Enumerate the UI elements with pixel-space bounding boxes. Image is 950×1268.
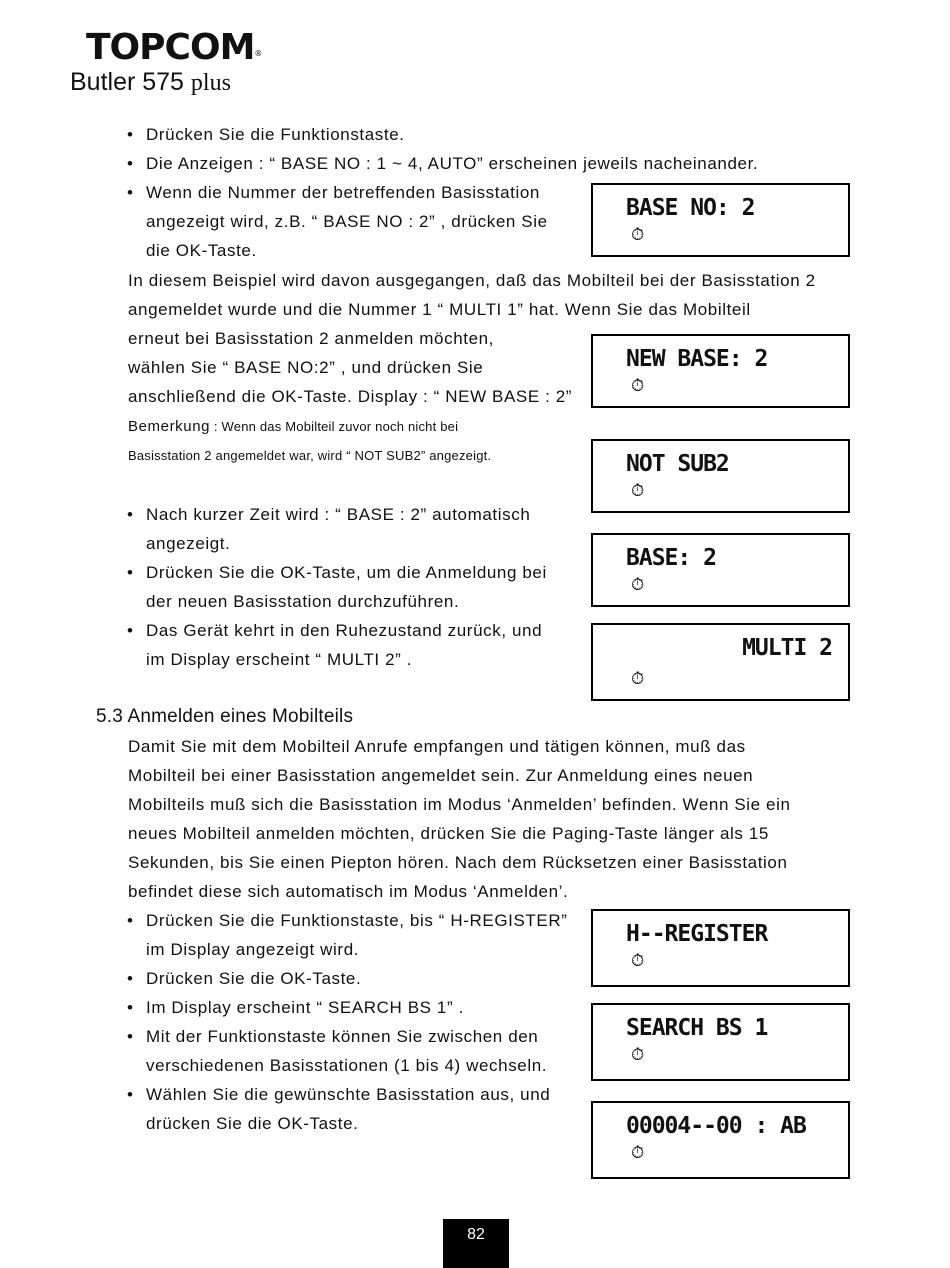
lcd-text: SEARCH BS 1	[626, 1015, 768, 1041]
lcd-text: BASE: 2	[626, 545, 716, 571]
paragraph-line: neues Mobilteil anmelden möchten, drücken Sie die Paging-Taste länger als 15	[128, 824, 769, 843]
section-heading: 5.3 Anmelden eines Mobilteils	[96, 706, 354, 727]
list-item: • Nach kurzer Zeit wird : “ BASE : 2” automatisch	[127, 505, 531, 524]
paragraph-line: anschließend die OK-Taste. Display : “ NEW BASE : 2”	[128, 387, 573, 406]
lcd-display	[591, 183, 850, 257]
paragraph-line: wählen Sie “ BASE NO:2” , und drücken Sie	[128, 358, 484, 377]
handset-timer-icon: ⏱	[631, 951, 645, 971]
lcd-text: NEW BASE: 2	[626, 346, 768, 372]
list-item-cont: im Display angezeigt wird.	[146, 940, 360, 959]
list-item-cont: verschiedenen Basisstationen (1 bis 4) wechseln.	[146, 1056, 548, 1075]
handset-timer-icon: ⏱	[631, 1045, 645, 1065]
paragraph-line: In diesem Beispiel wird davon ausgegangen, daß das Mobilteil bei der Basisstation 2	[128, 271, 816, 290]
lcd-text: BASE NO: 2	[626, 195, 755, 221]
list-item: • Drücken Sie die Funktionstaste.	[127, 125, 405, 144]
lcd-display	[591, 1003, 850, 1081]
brand-logo: TOPCOM®	[86, 27, 262, 68]
paragraph-line: angemeldet wurde und die Nummer 1 “ MULTI 1” hat. Wenn Sie das Mobilteil	[128, 300, 751, 319]
list-item: • Die Anzeigen : “ BASE NO : 1 ~ 4, AUTO” erscheinen jeweils nacheinander.	[127, 154, 759, 173]
lcd-display	[591, 334, 850, 408]
list-item-cont: drücken Sie die OK-Taste.	[146, 1114, 359, 1133]
list-item: • Wählen Sie die gewünschte Basisstation aus, und	[127, 1085, 551, 1104]
list-item: • Wenn die Nummer der betreffenden Basisstation	[127, 183, 540, 202]
lcd-display	[591, 909, 850, 987]
model-name: Butler 575 plus	[70, 68, 231, 96]
list-item-cont: angezeigt.	[146, 534, 231, 553]
paragraph-line: Mobilteil bei einer Basisstation angemeldet sein. Zur Anmeldung eines neuen	[128, 766, 754, 785]
list-item: • Das Gerät kehrt in den Ruhezustand zurück, und	[127, 621, 543, 640]
paragraph-line: Sekunden, bis Sie einen Piepton hören. Nach dem Rücksetzen einer Basisstation	[128, 853, 788, 872]
remark-line: Basisstation 2 angemeldet war, wird “ NOT SUB2” angezeigt.	[128, 448, 492, 463]
lcd-text: NOT SUB2	[626, 451, 729, 477]
list-item: • Drücken Sie die Funktionstaste, bis “ H-REGISTER”	[127, 911, 568, 930]
handset-timer-icon: ⏱	[631, 1143, 645, 1163]
list-item-cont: die OK-Taste.	[146, 241, 257, 260]
paragraph-line: Mobilteils muß sich die Basisstation im Modus ‘Anmelden’ befinden. Wenn Sie ein	[128, 795, 791, 814]
lcd-display	[591, 623, 850, 701]
paragraph-line: befindet diese sich automatisch im Modus ‘Anmelden’.	[128, 882, 569, 901]
handset-timer-icon: ⏱	[631, 225, 645, 245]
list-item-cont: der neuen Basisstation durchzuführen.	[146, 592, 460, 611]
handset-timer-icon: ⏱	[631, 481, 645, 501]
lcd-display	[591, 1101, 850, 1179]
lcd-text: H--REGISTER	[626, 921, 768, 947]
lcd-display	[591, 439, 850, 513]
list-item-cont: im Display erscheint “ MULTI 2” .	[146, 650, 413, 669]
page-number: 82	[443, 1219, 509, 1268]
list-item: • Drücken Sie die OK-Taste.	[127, 969, 362, 988]
paragraph-line: Damit Sie mit dem Mobilteil Anrufe empfangen und tätigen können, muß das	[128, 737, 746, 756]
list-item: • Mit der Funktionstaste können Sie zwischen den	[127, 1027, 539, 1046]
remark-line: Bemerkung : Wenn das Mobilteil zuvor noch nicht bei	[128, 418, 459, 435]
handset-timer-icon: ⏱	[631, 669, 645, 689]
handset-timer-icon: ⏱	[631, 575, 645, 595]
list-item: • Drücken Sie die OK-Taste, um die Anmeldung bei	[127, 563, 547, 582]
lcd-text: MULTI 2	[742, 635, 832, 661]
lcd-display	[591, 533, 850, 607]
list-item-cont: angezeigt wird, z.B. “ BASE NO : 2” , drücken Sie	[146, 212, 548, 231]
handset-timer-icon: ⏱	[631, 376, 645, 396]
list-item: • Im Display erscheint “ SEARCH BS 1” .	[127, 998, 464, 1017]
paragraph-line: erneut bei Basisstation 2 anmelden möchten,	[128, 329, 495, 348]
lcd-text: 00004--00 : AB	[626, 1113, 806, 1139]
